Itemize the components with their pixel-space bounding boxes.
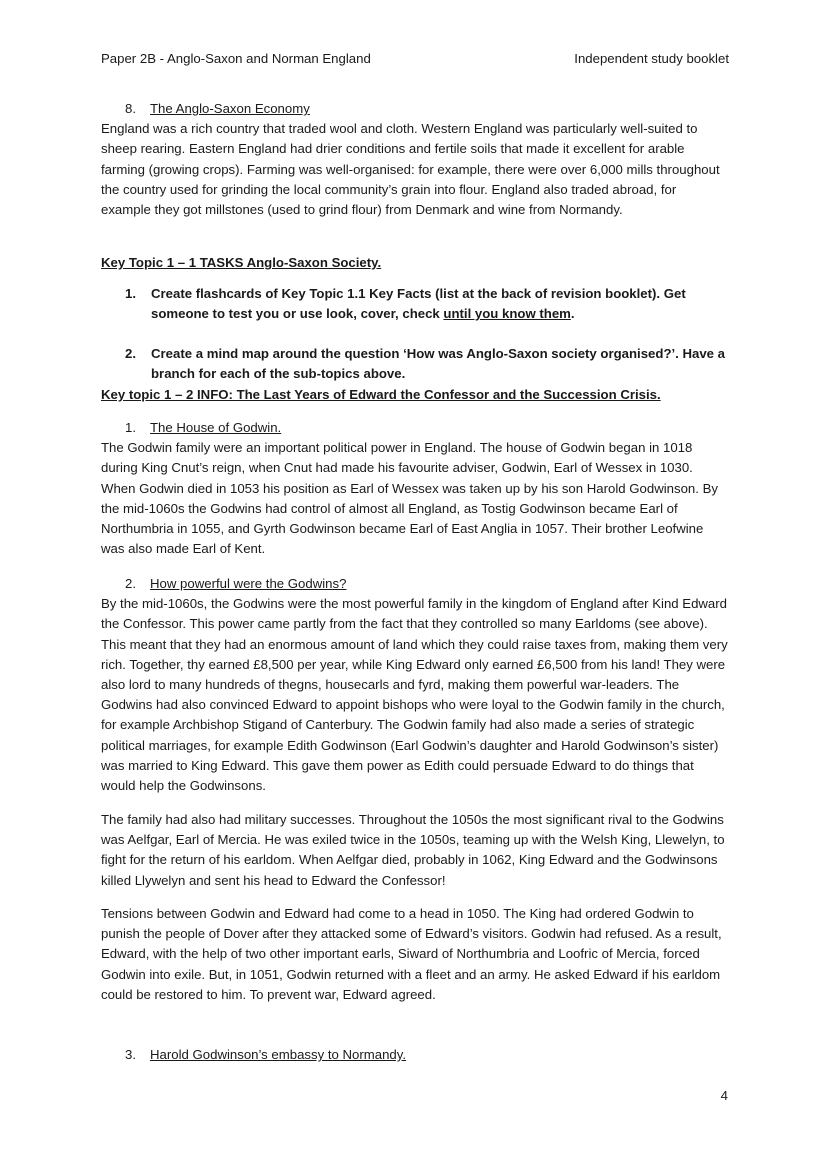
task-number: 1. xyxy=(125,286,136,301)
godwin-section xyxy=(101,418,729,559)
task-item-2 xyxy=(125,344,729,384)
godwin-text: The Godwin family were an important political power in England. The house of Godwin began in 1018 during King Cnut’s reign, when Cnut had made his favourite adviser, Godwin, Earl of Wessex in 1030. When Godwin died in 1053 his position as Earl of Wessex was taken up by his son Harold Godwinson. By the mid-1060s the Godwins had control of almost all England, as Tostig Godwinson became Earl of Northumbria in 1055, and Gyrth Godwinson became Earl of East Anglia in 1057. Their brother Leofwine was also made Earl of Kent. xyxy=(101,440,718,557)
section-number: 2. xyxy=(125,576,136,591)
section-heading: The Anglo-Saxon Economy xyxy=(150,101,310,116)
page-header xyxy=(101,49,729,69)
embassy-section xyxy=(101,1045,729,1065)
section-heading: How powerful were the Godwins? xyxy=(150,576,347,591)
task-item-1 xyxy=(125,284,729,324)
task-text: Create flashcards of Key Topic 1.1 Key Facts (list at the back of revision booklet). Get someone to test you or use look, cover, check xyxy=(151,286,686,322)
godwin-heading xyxy=(101,418,729,438)
section-heading: Harold Godwinson’s embassy to Normandy. xyxy=(150,1047,407,1062)
economy-heading xyxy=(101,99,729,119)
section-heading: The House of Godwin. xyxy=(150,420,282,435)
task-text: Create a mind map around the question ‘How was Anglo-Saxon society organised?’. Have a branch for each of the sub-topics above. xyxy=(151,346,726,382)
economy-section xyxy=(101,99,729,220)
header-left: Paper 2B - Anglo-Saxon and Norman England xyxy=(101,51,371,66)
task-underlined: until you know them xyxy=(443,306,571,322)
economy-text: England was a rich country that traded wool and cloth. Western England was particularly well-suited to sheep rearing. Eastern England had drier conditions and fertile soils that made it excellent for arable farming (growing crops). Farming was well-organised: for example, there were over 6,000 mills throughout the country used for grinding the local community’s grain into flour. England also traded abroad, for example they got millstones (used to grind flour) from Denmark and wine from Normandy. xyxy=(101,121,720,218)
embassy-heading xyxy=(101,1045,729,1065)
section-number: 3. xyxy=(125,1047,136,1062)
powerful-heading xyxy=(101,574,729,594)
powerful-paragraph-1: By the mid-1060s, the Godwins were the most powerful family in the kingdom of England after Kind Edward the Confessor. This power came partly from the fact that they controlled so many Earldoms (see above). This meant that they had an enormous amount of land which they could raise taxes from, making them very rich. Together, thy earned £8,500 per year, while King Edward only earned £6,500 from his land! They were also lord to many hundreds of thegns, housecarls and fyrd, making them powerful war-leaders. The Godwins had also convinced Edward to appoint bishops who were loyal to the Godwin family in the church, for example Archbishop Stigand of Canterbury. The Godwin family had also made a series of strategic political marriages, for example Edith Godwinson (Earl Godwin’s daughter and Harold Godwinson’s sister) was married to King Edward. This gave them power as Edith could persuade Edward to do things that would help the Godwinsons. xyxy=(101,596,728,794)
powerful-section xyxy=(101,574,729,796)
powerful-paragraph-3: Tensions between Godwin and Edward had come to a head in 1050. The King had ordered Godwin to punish the people of Dover after they attacked some of Edward’s visitors. Godwin had refused. As a result, Edward, with the help of two other important earls, Siward of Northumbria and Loofric of Mercia, forced Godwin into exile. But, in 1051, Godwin returned with a fleet and an army. He asked Edward if his earldom could be restored to him. To prevent war, Edward agreed. xyxy=(101,906,722,1002)
header-right: Independent study booklet xyxy=(574,51,729,66)
powerful-paragraph-2: The family had also had military successes. Throughout the 1050s the most significant rival to the Godwins was Aelfgar, Earl of Mercia. He was exiled twice in the 1050s, teaming up with the Welsh King, Llewelyn, to fight for the return of his earldom. When Aelfgar died, probably in 1062, King Edward and the Godwinsons killed Llywelyn and sent his head to Edward the Confessor! xyxy=(101,812,725,888)
tasks-heading: Key Topic 1 – 1 TASKS Anglo-Saxon Society. xyxy=(101,255,382,270)
task-end: . xyxy=(570,306,575,322)
info-heading: Key topic 1 – 2 INFO: The Last Years of Edward the Confessor and the Succession Crisis. xyxy=(101,387,661,402)
task-number: 2. xyxy=(125,346,136,361)
page-number: 4 xyxy=(720,1088,728,1103)
section-number: 8. xyxy=(125,101,136,116)
section-number: 1. xyxy=(125,420,136,435)
